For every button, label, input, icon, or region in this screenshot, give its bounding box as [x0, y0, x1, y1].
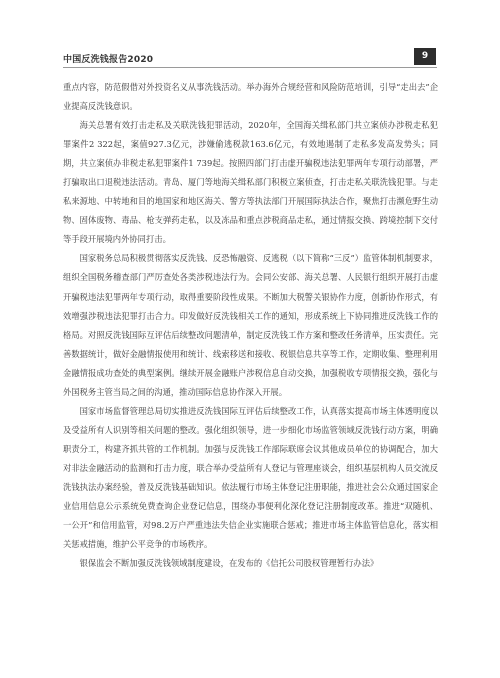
body-text: [63, 78, 438, 573]
report-title: 中国反洗钱报告2020: [63, 55, 154, 65]
paragraph-customs: 海关总署有效打击走私及关联洗钱犯罪活动，2020年，全国海关缉私部门共立案侦办涉税走私犯罪案件2 322起，案值927.3亿元，涉嫌偷逃税款163.6亿元，有效地遏制了走私多发高发势头；同期，共立案侦办非税走私犯罪案件1 739起。按照四部门打击虚开骗税违法犯罪两年专项行动部署，严打骗取出口退税违法活动。青岛、厦门等地海关缉私部门积极立案侦查，打击走私关联洗钱犯罪。与走私来源地、中转地和目的地国家和地区海关、警方等执法部门开展国际执法合作，聚焦打击濒危野生动物、固体废物、毒品、枪支弹药走私，以及冻品和重点涉税商品走私，通过情报交换、跨境控制下交付等手段开展境内外协同打击。: [63, 120, 438, 245]
paragraph-taxation: 国家税务总局积极贯彻落实反洗钱、反恐怖融资、反逃税（以下简称“三反”）监管体制机制要求，组织全国税务稽查部门严厉查处各类涉税违法行为。会同公安部、海关总署、人民银行组织开展打击虚开骗税违法犯罪两年专项行动，取得重要阶段性成果。不断加大税警关银协作力度，创新协作形式，有效增强涉税违法犯罪打击合力。印发做好反洗钱相关工作的通知，形成系统上下协同推进反洗钱工作的格局。对照反洗钱国际互评估后续整改问题清单，制定反洗钱工作方案和整改任务清单，压实责任。完善数据统计，做好金融情报使用和统计、线索移送和接收、税银信息共享等工作，定期收集、整理利用金融情报成功查处的典型案例。继续开展金融账户涉税信息自动交换，加强税收专项情报交换，强化与外国税务主管当局之间的沟通，推动国际信息协作深入开展。: [63, 253, 438, 397]
page-number-badge: 9: [414, 48, 436, 65]
page-header: [0, 0, 500, 65]
paragraph-banking-insurance: 银保监会不断加强反洗钱领域制度建设，在发布的《信托公司股权管理暂行办法》: [79, 558, 379, 569]
paragraph-market-regulation: 国家市场监督管理总局切实推进反洗钱国际互评估后续整改工作，认真落实提高市场主体透明度以及受益所有人识别等相关问题的整改。强化组织领导，进一步细化市场监管领域反洗钱行动方案，明确职责分工，构建齐抓共管的工作机制。加强与反洗钱工作部际联席会议其他成员单位的协调配合，加大对非法金融活动的监测和打击力度，联合举办受益所有人登记与管理座谈会，组织基层机构人员交流反洗钱执法办案经验，普及反洗钱基础知识。依法履行市场主体登记注册职能，推进社会公众通过国家企业信用信息公示系统免费查询企业登记信息，围绕办事便利化深化登记注册制度改革。推进“双随机、一公开”和信用监管，对98.2万户严重违法失信企业实施联合惩戒；推进市场主体监管信息化，落实相关惩戒措施，维护公平竞争的市场秩序。: [63, 405, 438, 550]
header-divider: [63, 67, 437, 68]
paragraph-continuation: 重点内容，防范假借对外投资名义从事洗钱活动。举办海外合规经营和风险防范培训，引导“走出去”企业提高反洗钱意识。: [63, 82, 438, 112]
